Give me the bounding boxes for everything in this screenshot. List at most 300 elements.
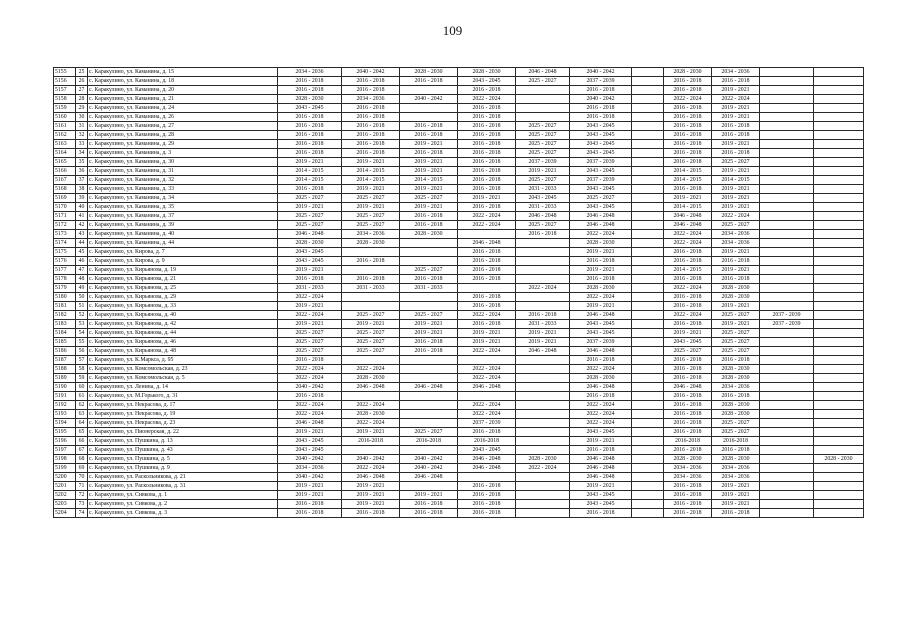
period-cell [516, 410, 570, 419]
period-cell [632, 464, 664, 473]
period-cell [400, 419, 458, 428]
period-cell [516, 482, 570, 491]
period-cell [400, 104, 458, 113]
row-id-cell: 5200 [54, 473, 76, 482]
period-cell: 2016 - 2018 [342, 257, 400, 266]
period-cell: 2025 - 2027 [400, 194, 458, 203]
row-id-cell: 5161 [54, 122, 76, 131]
address-cell: с. Каракулино, ул. Раскольникова, д. 21 [88, 473, 278, 482]
period-cell: 2034 - 2036 [712, 383, 760, 392]
period-cell [516, 491, 570, 500]
row-number-cell: 39 [76, 194, 88, 203]
table-row [54, 374, 864, 383]
period-cell [760, 221, 814, 230]
address-cell: с. Каракулино, ул. Каманина, д. 3 [88, 149, 278, 158]
row-number-cell: 48 [76, 275, 88, 284]
table-row [54, 311, 864, 320]
period-cell [632, 68, 664, 77]
period-cell [400, 257, 458, 266]
period-cell: 2040 - 2042 [570, 95, 632, 104]
row-id-cell: 5193 [54, 410, 76, 419]
period-cell: 2016 - 2018 [342, 131, 400, 140]
period-cell: 2040 - 2042 [278, 455, 342, 464]
period-cell: 2031 - 2033 [342, 284, 400, 293]
period-cell [632, 77, 664, 86]
period-cell: 2037 - 2039 [760, 311, 814, 320]
period-cell [342, 293, 400, 302]
period-cell: 2040 - 2042 [342, 68, 400, 77]
period-cell: 2016 - 2018 [342, 77, 400, 86]
period-cell [400, 446, 458, 455]
period-cell: 2025 - 2027 [516, 149, 570, 158]
period-cell: 2019 - 2021 [712, 140, 760, 149]
period-cell: 2019 - 2021 [516, 338, 570, 347]
period-cell [760, 482, 814, 491]
period-cell: 2025 - 2027 [712, 158, 760, 167]
row-id-cell: 5174 [54, 239, 76, 248]
period-cell: 2025 - 2027 [712, 311, 760, 320]
period-cell: 2016 - 2018 [400, 131, 458, 140]
period-cell: 2016 - 2018 [516, 311, 570, 320]
address-cell: с. Каракулино, ул. Кирьянова, д. 33 [88, 302, 278, 311]
period-cell: 2037 - 2039 [516, 158, 570, 167]
period-cell [632, 302, 664, 311]
period-cell: 2019 - 2021 [712, 86, 760, 95]
period-cell [342, 302, 400, 311]
period-cell: 2025 - 2027 [278, 212, 342, 221]
period-cell: 2025 - 2027 [278, 347, 342, 356]
row-number-cell: 42 [76, 221, 88, 230]
period-cell: 2016 - 2018 [342, 122, 400, 131]
period-cell: 2028 - 2030 [712, 401, 760, 410]
period-cell [814, 374, 864, 383]
period-cell: 2016 - 2018 [458, 86, 516, 95]
period-cell [814, 122, 864, 131]
period-cell: 2019 - 2021 [278, 266, 342, 275]
address-cell: с. Каракулино, ул. Пушкина, д. 13 [88, 437, 278, 446]
period-cell: 2025 - 2027 [342, 311, 400, 320]
address-cell: с. Каракулино, ул. К.Маркса, д. 95 [88, 356, 278, 365]
address-cell: с. Каракулино, ул. Каманина, д. 44 [88, 239, 278, 248]
period-cell: 2019 - 2021 [458, 194, 516, 203]
period-cell: 2016 - 2018 [278, 131, 342, 140]
row-id-cell: 5171 [54, 212, 76, 221]
period-cell: 2028 - 2030 [342, 374, 400, 383]
period-cell: 2016 - 2018 [458, 203, 516, 212]
period-cell [760, 95, 814, 104]
row-id-cell: 5185 [54, 338, 76, 347]
period-cell [458, 356, 516, 365]
period-cell [632, 194, 664, 203]
period-cell: 2019 - 2021 [570, 248, 632, 257]
row-id-cell: 5170 [54, 203, 76, 212]
period-cell [632, 293, 664, 302]
period-cell [400, 356, 458, 365]
period-cell: 2025 - 2027 [516, 176, 570, 185]
row-number-cell: 60 [76, 383, 88, 392]
period-cell: 2014 - 2015 [664, 167, 712, 176]
table-row [54, 428, 864, 437]
period-cell: 2043 - 2045 [570, 140, 632, 149]
period-cell: 2016 - 2018 [712, 356, 760, 365]
row-number-cell: 49 [76, 284, 88, 293]
table-row [54, 122, 864, 131]
period-cell: 2037 - 2039 [570, 158, 632, 167]
period-cell: 2016 - 2018 [664, 248, 712, 257]
period-cell [516, 419, 570, 428]
period-cell: 2016 - 2018 [570, 113, 632, 122]
period-cell: 2016 - 2018 [664, 446, 712, 455]
period-cell [400, 401, 458, 410]
period-cell [632, 104, 664, 113]
period-cell: 2046 - 2048 [570, 221, 632, 230]
period-cell [760, 464, 814, 473]
period-cell [760, 509, 814, 518]
period-cell [760, 167, 814, 176]
period-cell: 2016 - 2018 [400, 338, 458, 347]
row-number-cell: 37 [76, 176, 88, 185]
address-cell: с. Каракулино, ул. Кирьянова, д. 44 [88, 329, 278, 338]
period-cell: 2031 - 2033 [516, 320, 570, 329]
row-id-cell: 5189 [54, 374, 76, 383]
period-cell: 2016 - 2018 [458, 293, 516, 302]
period-cell: 2014 - 2015 [664, 266, 712, 275]
period-cell [814, 131, 864, 140]
period-cell [516, 95, 570, 104]
period-cell: 2019 - 2021 [400, 329, 458, 338]
row-number-cell: 47 [76, 266, 88, 275]
period-cell: 2025 - 2027 [712, 428, 760, 437]
period-cell [516, 365, 570, 374]
period-cell [632, 158, 664, 167]
period-cell: 2043 - 2045 [570, 203, 632, 212]
period-cell: 2016 - 2018 [458, 509, 516, 518]
period-cell [632, 113, 664, 122]
period-cell: 2046 - 2048 [570, 473, 632, 482]
period-cell: 2016 - 2018 [664, 257, 712, 266]
table-row [54, 86, 864, 95]
row-number-cell: 36 [76, 167, 88, 176]
period-cell: 2016 - 2018 [278, 500, 342, 509]
period-cell [458, 392, 516, 401]
row-id-cell: 5158 [54, 95, 76, 104]
period-cell: 2022 - 2024 [278, 401, 342, 410]
period-cell: 2043 - 2045 [278, 248, 342, 257]
period-cell [760, 194, 814, 203]
period-cell [632, 122, 664, 131]
period-cell: 2016 - 2018 [458, 428, 516, 437]
period-cell: 2019 - 2021 [400, 158, 458, 167]
period-cell: 2016 - 2018 [458, 176, 516, 185]
period-cell: 2022 - 2024 [664, 284, 712, 293]
period-cell: 2016 - 2018 [458, 122, 516, 131]
period-cell: 2022 - 2024 [342, 419, 400, 428]
row-id-cell: 5181 [54, 302, 76, 311]
period-cell [760, 77, 814, 86]
period-cell [814, 212, 864, 221]
period-cell [760, 230, 814, 239]
period-cell: 2034 - 2036 [278, 464, 342, 473]
period-cell: 2019 - 2021 [712, 194, 760, 203]
period-cell: 2016 - 2018 [278, 509, 342, 518]
row-number-cell: 61 [76, 392, 88, 401]
period-cell: 2014 - 2015 [664, 176, 712, 185]
period-cell: 2016 - 2018 [278, 77, 342, 86]
row-id-cell: 5164 [54, 149, 76, 158]
period-cell [632, 446, 664, 455]
period-cell: 2046 - 2048 [342, 473, 400, 482]
period-cell [760, 374, 814, 383]
table-row [54, 410, 864, 419]
row-id-cell: 5201 [54, 482, 76, 491]
period-cell: 2040 - 2042 [278, 383, 342, 392]
address-cell: с. Каракулино, ул. Каманина, д. 24 [88, 104, 278, 113]
row-number-cell: 32 [76, 131, 88, 140]
period-cell: 2022 - 2024 [570, 410, 632, 419]
period-cell: 2019 - 2021 [570, 482, 632, 491]
period-cell [814, 68, 864, 77]
address-cell: с. Каракулино, ул. Пушкина, д. 5 [88, 455, 278, 464]
period-cell: 2025 - 2027 [278, 221, 342, 230]
row-number-cell: 63 [76, 410, 88, 419]
period-cell [760, 329, 814, 338]
period-cell: 2016 - 2018 [712, 131, 760, 140]
period-cell: 2043 - 2045 [278, 437, 342, 446]
period-cell: 2040 - 2042 [400, 455, 458, 464]
period-cell [814, 509, 864, 518]
period-cell: 2043 - 2045 [570, 329, 632, 338]
table-row [54, 509, 864, 518]
period-cell: 2028 - 2030 [278, 239, 342, 248]
period-cell [458, 473, 516, 482]
period-cell [516, 383, 570, 392]
table-row [54, 356, 864, 365]
row-number-cell: 54 [76, 329, 88, 338]
period-cell [814, 347, 864, 356]
period-cell: 2028 - 2030 [664, 455, 712, 464]
address-cell: с. Каракулино, ул. Каманина, д. 37 [88, 212, 278, 221]
row-id-cell: 5168 [54, 185, 76, 194]
period-cell: 2014 - 2015 [712, 176, 760, 185]
period-cell: 2046 - 2048 [516, 347, 570, 356]
period-cell: 2046 - 2048 [570, 347, 632, 356]
period-cell: 2022 - 2024 [664, 230, 712, 239]
table-row [54, 329, 864, 338]
row-number-cell: 30 [76, 113, 88, 122]
period-cell: 2016 - 2018 [400, 347, 458, 356]
row-number-cell: 38 [76, 185, 88, 194]
period-cell: 2016 - 2018 [664, 302, 712, 311]
period-cell: 2019 - 2021 [570, 266, 632, 275]
period-cell: 2025 - 2027 [516, 131, 570, 140]
period-cell [814, 275, 864, 284]
row-number-cell: 62 [76, 401, 88, 410]
period-cell [760, 131, 814, 140]
period-cell [814, 482, 864, 491]
period-cell: 2046 - 2048 [570, 455, 632, 464]
table-row [54, 275, 864, 284]
period-cell: 2016 - 2018 [458, 167, 516, 176]
address-cell: с. Каракулино, ул. Каманина, д. 15 [88, 68, 278, 77]
period-cell: 2016 - 2018 [664, 428, 712, 437]
table-row [54, 500, 864, 509]
period-cell: 2028 - 2030 [570, 284, 632, 293]
period-cell: 2028 - 2030 [712, 365, 760, 374]
period-cell: 2016 - 2018 [400, 149, 458, 158]
period-cell: 2016 - 2018 [570, 356, 632, 365]
period-cell [760, 266, 814, 275]
period-cell: 2016 - 2018 [458, 158, 516, 167]
period-cell: 2022 - 2024 [278, 410, 342, 419]
row-id-cell: 5199 [54, 464, 76, 473]
row-number-cell: 28 [76, 95, 88, 104]
period-cell [814, 203, 864, 212]
period-cell: 2043 - 2045 [570, 500, 632, 509]
table-row [54, 257, 864, 266]
period-cell: 2043 - 2045 [278, 446, 342, 455]
period-cell: 2034 - 2036 [712, 230, 760, 239]
period-cell [632, 95, 664, 104]
period-cell: 2016 - 2018 [342, 86, 400, 95]
period-cell: 2034 - 2036 [712, 473, 760, 482]
row-number-cell: 65 [76, 428, 88, 437]
period-cell [342, 266, 400, 275]
period-cell: 2016 - 2018 [278, 113, 342, 122]
period-cell: 2016 - 2018 [664, 77, 712, 86]
address-cell: с. Каракулино, ул. Кирьянова, д. 42 [88, 320, 278, 329]
period-cell [760, 437, 814, 446]
period-cell: 2019 - 2021 [278, 203, 342, 212]
period-cell [632, 491, 664, 500]
period-cell [516, 446, 570, 455]
address-cell: с. Каракулино, ул. Пушкина, д. 9 [88, 464, 278, 473]
period-cell: 2043 - 2045 [570, 167, 632, 176]
period-cell: 2016 - 2018 [400, 77, 458, 86]
period-cell: 2022 - 2024 [516, 284, 570, 293]
period-cell: 2028 - 2030 [516, 455, 570, 464]
period-cell: 2016 - 2018 [278, 149, 342, 158]
period-cell: 2016 - 2018 [664, 374, 712, 383]
table-row [54, 365, 864, 374]
period-cell: 2016 - 2018 [664, 140, 712, 149]
period-cell [814, 410, 864, 419]
period-cell: 2019 - 2021 [516, 167, 570, 176]
period-cell: 2016 - 2018 [278, 86, 342, 95]
period-cell [814, 311, 864, 320]
period-cell: 2019 - 2021 [712, 491, 760, 500]
period-cell: 2016 - 2018 [712, 149, 760, 158]
table-row [54, 158, 864, 167]
row-number-cell: 72 [76, 491, 88, 500]
period-cell: 2028 - 2030 [342, 239, 400, 248]
period-cell: 2019 - 2021 [516, 329, 570, 338]
period-cell: 2022 - 2024 [570, 419, 632, 428]
period-cell [814, 383, 864, 392]
table-row [54, 221, 864, 230]
period-cell: 2019 - 2021 [570, 302, 632, 311]
period-cell [760, 428, 814, 437]
period-cell: 2025 - 2027 [342, 212, 400, 221]
period-cell [632, 230, 664, 239]
period-cell [760, 104, 814, 113]
period-cell: 2022 - 2024 [712, 212, 760, 221]
period-cell [760, 239, 814, 248]
table-row [54, 266, 864, 275]
period-cell: 2019 - 2021 [278, 302, 342, 311]
period-cell [632, 149, 664, 158]
row-id-cell: 5194 [54, 419, 76, 428]
period-cell [760, 185, 814, 194]
period-cell: 2028 - 2030 [712, 455, 760, 464]
period-cell [814, 77, 864, 86]
period-cell [814, 230, 864, 239]
row-number-cell: 26 [76, 77, 88, 86]
address-cell: с. Каракулино, ул. Каманина, д. 29 [88, 140, 278, 149]
period-cell: 2019 - 2021 [712, 248, 760, 257]
period-cell: 2028 - 2030 [278, 95, 342, 104]
row-id-cell: 5163 [54, 140, 76, 149]
row-id-cell: 5177 [54, 266, 76, 275]
table-row [54, 68, 864, 77]
period-cell [760, 140, 814, 149]
period-cell: 2016-2018 [400, 437, 458, 446]
period-cell [516, 302, 570, 311]
period-cell: 2043 - 2045 [664, 338, 712, 347]
period-cell: 2040 - 2042 [400, 95, 458, 104]
period-cell [632, 284, 664, 293]
period-cell: 2025 - 2027 [278, 329, 342, 338]
period-cell: 2016 - 2018 [278, 392, 342, 401]
period-cell [760, 257, 814, 266]
period-cell [760, 356, 814, 365]
row-number-cell: 44 [76, 239, 88, 248]
period-cell: 2043 - 2045 [458, 77, 516, 86]
period-cell: 2016 - 2018 [664, 104, 712, 113]
period-cell [400, 392, 458, 401]
period-cell: 2019 - 2021 [400, 491, 458, 500]
period-cell [814, 356, 864, 365]
period-cell: 2037 - 2039 [458, 419, 516, 428]
period-cell: 2016 - 2018 [712, 275, 760, 284]
period-cell: 2028 - 2030 [342, 410, 400, 419]
period-cell [814, 140, 864, 149]
period-cell: 2016 - 2018 [342, 113, 400, 122]
period-cell: 2040 - 2042 [570, 68, 632, 77]
period-cell: 2025 - 2027 [712, 329, 760, 338]
period-cell: 2016 - 2018 [400, 212, 458, 221]
period-cell: 2019 - 2021 [458, 329, 516, 338]
period-cell [632, 266, 664, 275]
table-row [54, 347, 864, 356]
period-cell [516, 239, 570, 248]
period-cell [760, 302, 814, 311]
period-cell [760, 491, 814, 500]
period-cell: 2037 - 2039 [570, 77, 632, 86]
period-cell: 2022 - 2024 [278, 365, 342, 374]
period-cell: 2019 - 2021 [342, 185, 400, 194]
period-cell: 2016 - 2018 [342, 104, 400, 113]
table-row [54, 248, 864, 257]
period-cell [516, 473, 570, 482]
period-cell: 2019 - 2021 [712, 113, 760, 122]
period-cell [814, 464, 864, 473]
period-cell: 2019 - 2021 [278, 158, 342, 167]
period-cell: 2034 - 2036 [342, 95, 400, 104]
row-number-cell: 53 [76, 320, 88, 329]
period-cell: 2016 - 2018 [664, 275, 712, 284]
period-cell: 2016 - 2018 [664, 392, 712, 401]
period-cell [760, 284, 814, 293]
